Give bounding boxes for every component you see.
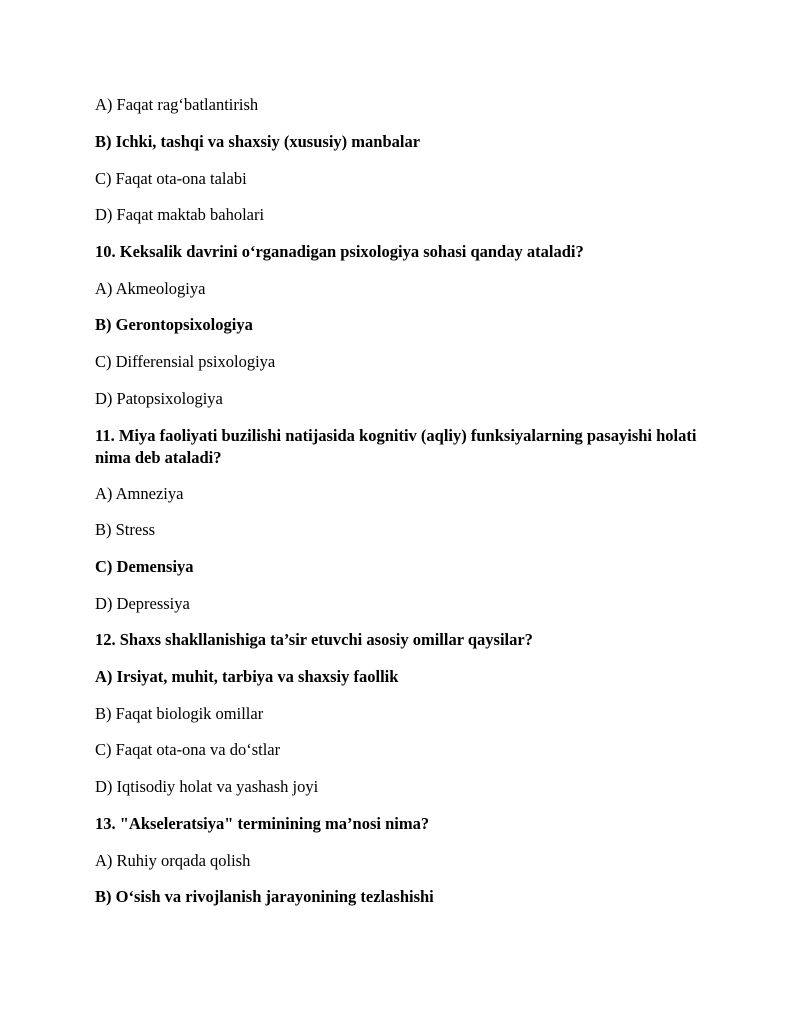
correct-answer-option: B) Gerontopsixologiya (95, 315, 253, 334)
answer-option: B) Stress (95, 520, 156, 539)
answer-option: D) Faqat maktab baholari (95, 205, 265, 224)
answer-option: C) Faqat ota-ona talabi (95, 169, 247, 188)
correct-answer-option: A) Irsiyat, muhit, tarbiya va shaxsiy faollik (95, 667, 399, 686)
question-10: 10. Keksalik davrini o‘rganadigan psixologiya sohasi qanday ataladi? (95, 242, 584, 261)
answer-option: D) Iqtisodiy holat va yashash joyi (95, 777, 319, 796)
answer-option: A) Amneziya (95, 484, 184, 503)
answer-option: B) Faqat biologik omillar (95, 704, 264, 723)
answer-option: D) Depressiya (95, 594, 190, 613)
answer-option: C) Differensial psixologiya (95, 352, 276, 371)
question-12: 12. Shaxs shakllanishiga ta’sir etuvchi asosiy omillar qaysilar? (95, 630, 533, 649)
correct-answer-option: C) Demensiya (95, 557, 194, 576)
correct-answer-option: B) O‘sish va rivojlanish jarayonining tezlashishi (95, 887, 434, 906)
question-13: 13. "Akseleratsiya" terminining ma’nosi nima? (95, 814, 430, 833)
answer-option: A) Ruhiy orqada qolish (95, 851, 251, 870)
question-11: 11. Miya faoliyati buzilishi natijasida kognitiv (aqliy) funksiyalarning pasayishi holati nima deb ataladi? (95, 426, 697, 467)
answer-option: D) Patopsixologiya (95, 389, 223, 408)
answer-option: A) Akmeologiya (95, 279, 206, 298)
correct-answer-option: B) Ichki, tashqi va shaxsiy (xususiy) manbalar (95, 132, 421, 151)
answer-option: C) Faqat ota-ona va do‘stlar (95, 740, 281, 759)
answer-option: A) Faqat rag‘batlantirish (95, 95, 259, 114)
